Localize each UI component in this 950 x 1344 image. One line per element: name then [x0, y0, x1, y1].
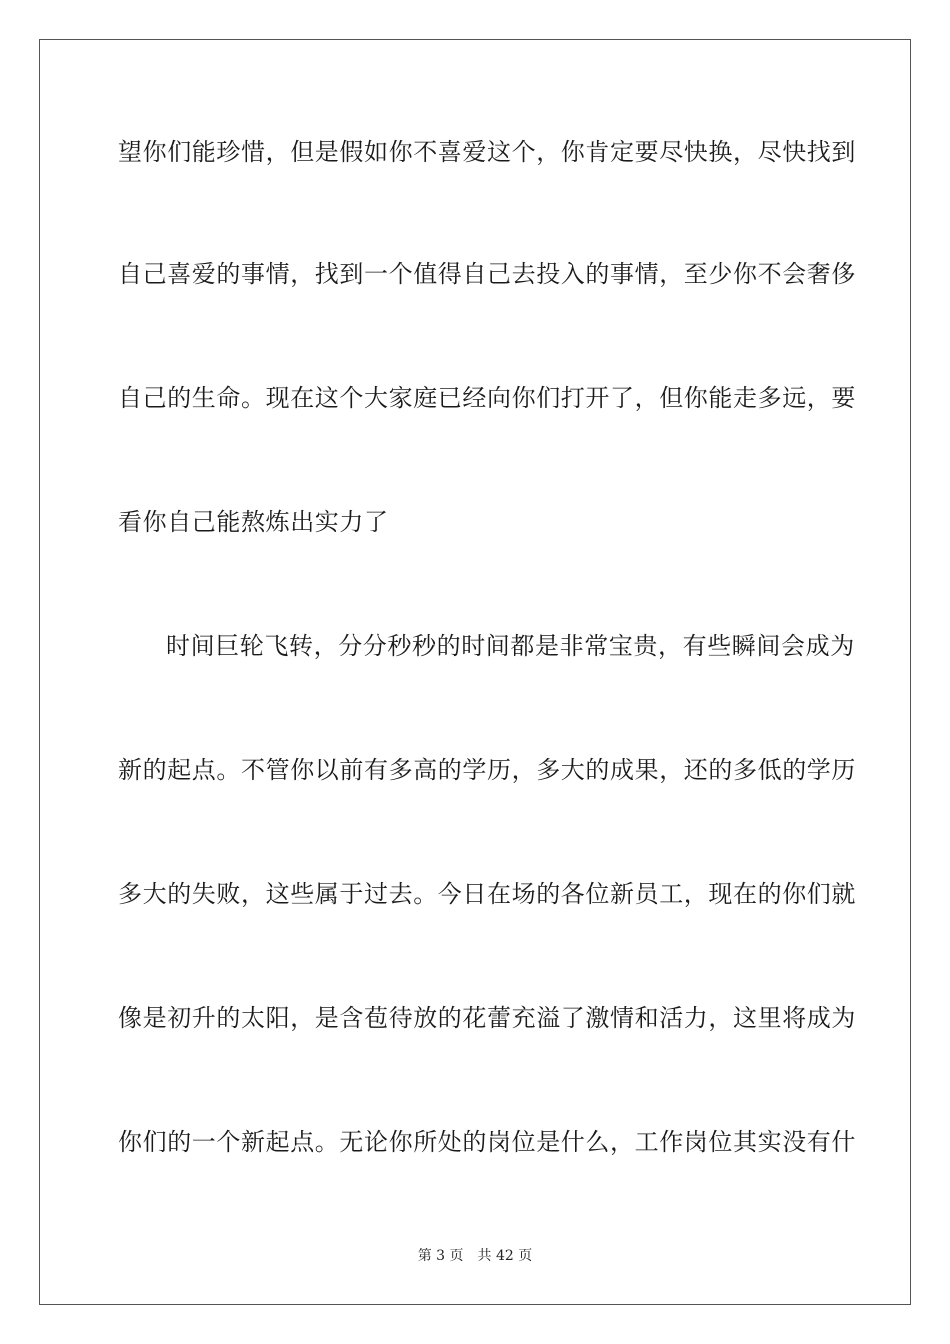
body-text-line: 自己喜爱的事情，找到一个值得自己去投入的事情，至少你不会奢侈: [118, 260, 856, 288]
body-text-line: 望你们能珍惜，但是假如你不喜爱这个，你肯定要尽快换，尽快找到: [118, 138, 856, 166]
body-text-line: 看你自己能熬炼出实力了: [118, 508, 389, 536]
paragraph-first-line: 时间巨轮飞转，分分秒秒的时间都是非常宝贵，有些瞬间会成为: [166, 632, 855, 660]
page-frame: [39, 39, 911, 1305]
body-text-line: 多大的失败，这些属于过去。今日在场的各位新员工，现在的你们就: [118, 880, 856, 908]
page-footer: [0, 1246, 950, 1266]
body-text-line: 自己的生命。现在这个大家庭已经向你们打开了，但你能走多远，要: [118, 384, 856, 412]
body-text-line: 像是初升的太阳，是含苞待放的花蕾充溢了激情和活力，这里将成为: [118, 1004, 856, 1032]
page-number: 第 3 页: [417, 1248, 464, 1264]
body-text-line: 新的起点。不管你以前有多高的学历，多大的成果，还的多低的学历: [118, 756, 856, 784]
page-total: 共 42 页: [477, 1248, 533, 1264]
body-text-line: 你们的一个新起点。无论你所处的岗位是什么，工作岗位其实没有什: [118, 1128, 856, 1156]
